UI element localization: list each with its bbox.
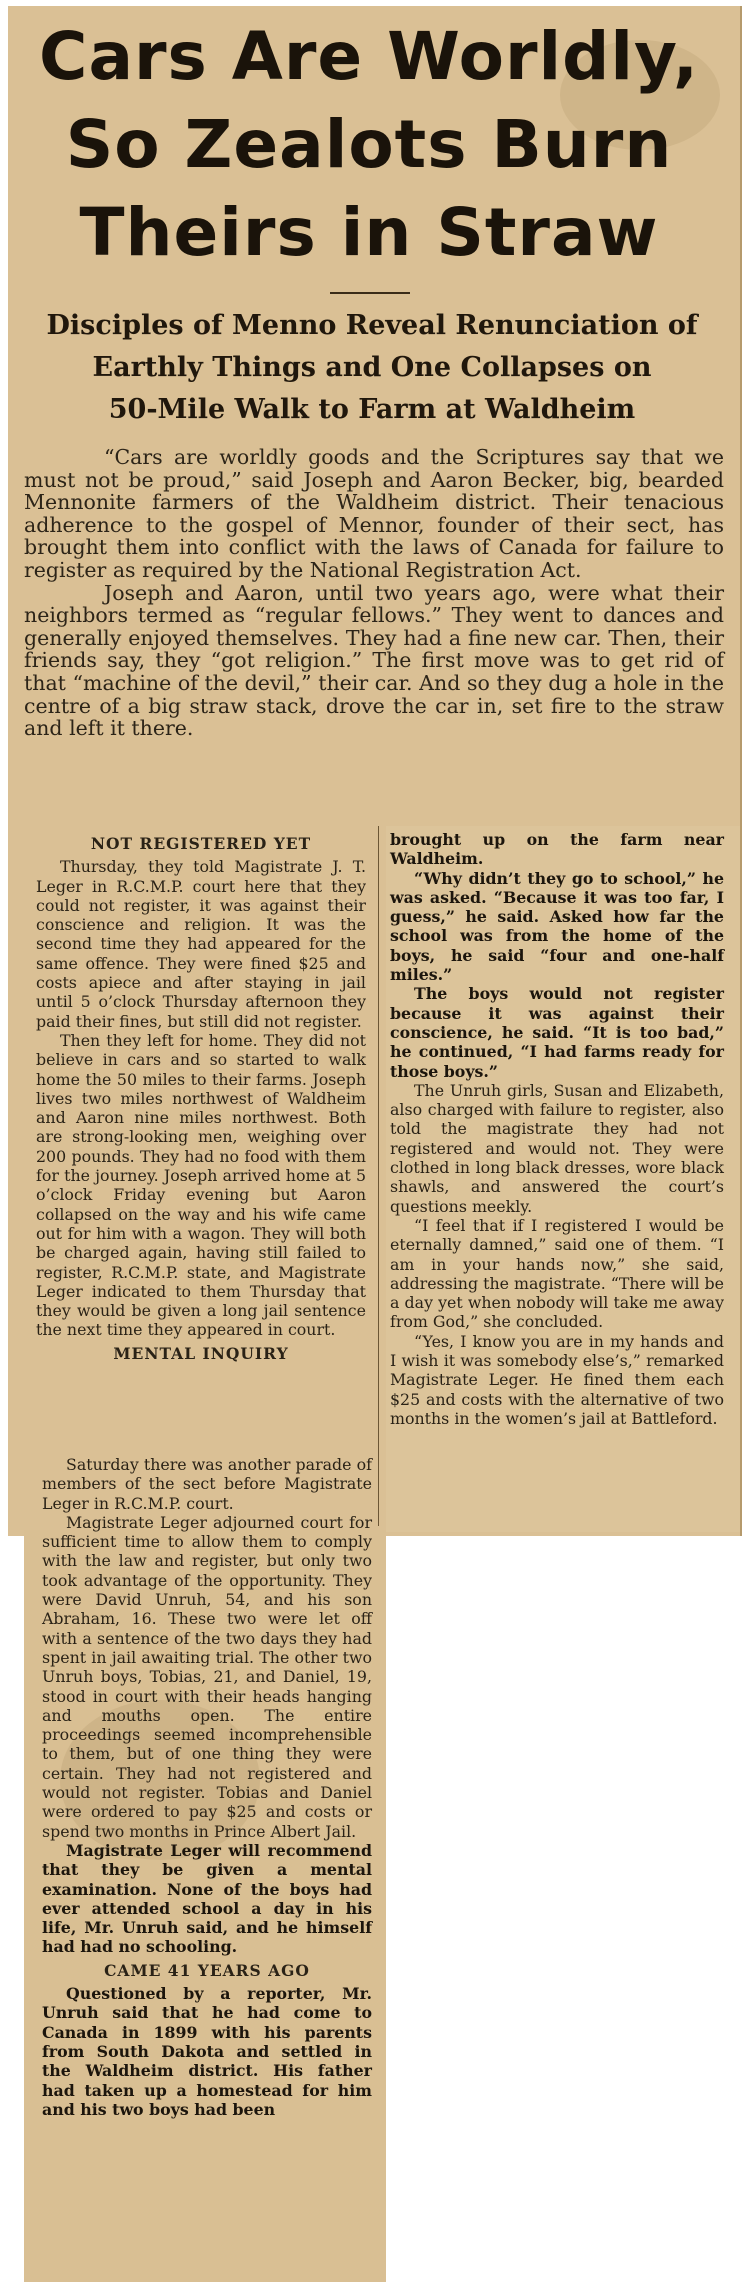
headline-line-3: Theirs in Straw [79,194,659,271]
headline-rule [330,292,410,294]
headline-line-2: So Zealots Burn [65,106,673,183]
subhead-not-registered: NOT REGISTERED YET [90,834,312,853]
column-left-lower [42,1455,372,2119]
article-paragraph: The Unruh girls, Susan and Elizabeth, also charged with failure to register, also told the magistrate they had not registered and would not. They were clothed in long black dresses, wore black shawls, and answered the court’s questions meekly. [390,1080,724,1216]
lead-text [24,446,724,740]
article-paragraph: Magistrate Leger adjourned court for sufficient time to allow them to comply with the law and register, but only two took advantage of the opportunity. They were David Unruh, 54, and his son Abraham, 16. These two were let off with a sentence of the two days they had spent in jail awaiting trial. The other two Unruh boys, Tobias, 21, and Daniel, 19, stood in court with their heads hanging and mouths open. The entire proceedings seemed incomprehensible to them, but of one thing they were certain. They had not registered and would not register. Tobias and Daniel were ordered to pay $25 and costs or spend two months in Prince Albert Jail. [42,1512,372,1841]
article-paragraph: “Why didn’t they go to school,” he was asked. “Because it was too far, I guess,” he said. Asked how far the school was from the home of the boys, he said “four and one-half miles.” [390,868,724,985]
article-paragraph: brought up on the farm near Waldheim. [390,830,724,869]
column-left-upper [36,830,366,1367]
deck-line-3: 50-Mile Walk to Farm at Waldheim [108,394,636,425]
subhead-came-41-years-ago: CAME 41 YEARS AGO [104,1960,310,1980]
lead-paragraph: “Cars are worldly goods and the Scriptures say that we must not be proud,” said Joseph and Aaron Becker, big, bearded Mennonite farmers of the Waldheim district. Their tenacious adherence to the gospel of Mennor, founder of their sect, has brought them into conflict with the laws of Canada for failure to register as required by the National Registration Act. [24,445,724,582]
article-paragraph: Thursday, they told Magistrate J. T. Leger in R.C.M.P. court here that they could not register, it was against their conscience and religion. It was the second time they had appeared for the same offence. They were fined $25 and costs apiece and after staying in jail until 5 o’clock Thursday afternoon they paid their fines, but still did not register. [36,857,366,1031]
headline-line-1: Cars Are Worldly, [39,18,699,95]
article-paragraph: “I feel that if I registered I would be eternally damned,” said one of them. “I am in your hands now,” she said, addressing the magistrate. “There will be a day yet when nobody will take me away from God,” she concluded. [390,1215,724,1332]
subhead-mental-inquiry: MENTAL INQUIRY [113,1343,289,1363]
article-paragraph: Questioned by a reporter, Mr. Unruh said that he had come to Canada in 1899 with his parents from South Dakota and settled in the Waldheim district. His father had taken up a homestead for him and his two boys had been [42,1984,372,2119]
article-paragraph: Saturday there was another parade of members of the sect before Magistrate Leger in R.C.M.P. court. [42,1455,372,1513]
deck-line-2: Earthly Things and One Collapses on [92,352,652,383]
deck-line-1: Disciples of Menno Reveal Renunciation of [46,310,698,341]
article-paragraph: Then they left for home. They did not believe in cars and so started to walk home the 50 miles to their farms. Joseph lives two miles northwest of Waldheim and Aaron nine miles northwest. Both are strong-looking men, weighing over 200 pounds. They had no food with them for the journey. Joseph arrived home at 5 o’clock Friday evening but Aaron collapsed on the way and his wife came out for him with a wagon. They will both be charged again, having still failed to register, R.C.M.P. state, and Magistrate Leger indicated to them Thursday that they would be given a long jail sentence the next time they appeared in court. [36,1030,366,1340]
column-right [390,830,724,1428]
article-paragraph: Magistrate Leger will recommend that they be given a mental examination. None of the boys had ever attended school a day in his life, Mr. Unruh said, and he himself had had no schooling. [42,1840,372,1957]
article-paragraph: The boys would not register because it was against their conscience, he said. “It is too bad,” he continued, “I had farms ready for those boys.” [390,984,724,1081]
lead-paragraph: Joseph and Aaron, until two years ago, were what their neighbors termed as “regular fellows.” They went to dances and generally enjoyed themselves. They had a fine new car. Then, their friends say, they “got religion.” The first move was to get rid of that “machine of the devil,” their car. And so they dug a hole in the centre of a big straw stack, drove the car in, set fire to the straw and left it there. [24,580,724,741]
article-paragraph: “Yes, I know you are in my hands and I wish it was somebody else’s,” remarked Magistrate Leger. He fined them each $25 and costs with the alternative of two months in the women’s jail at Battleford. [390,1331,724,1428]
column-divider [378,826,379,1526]
